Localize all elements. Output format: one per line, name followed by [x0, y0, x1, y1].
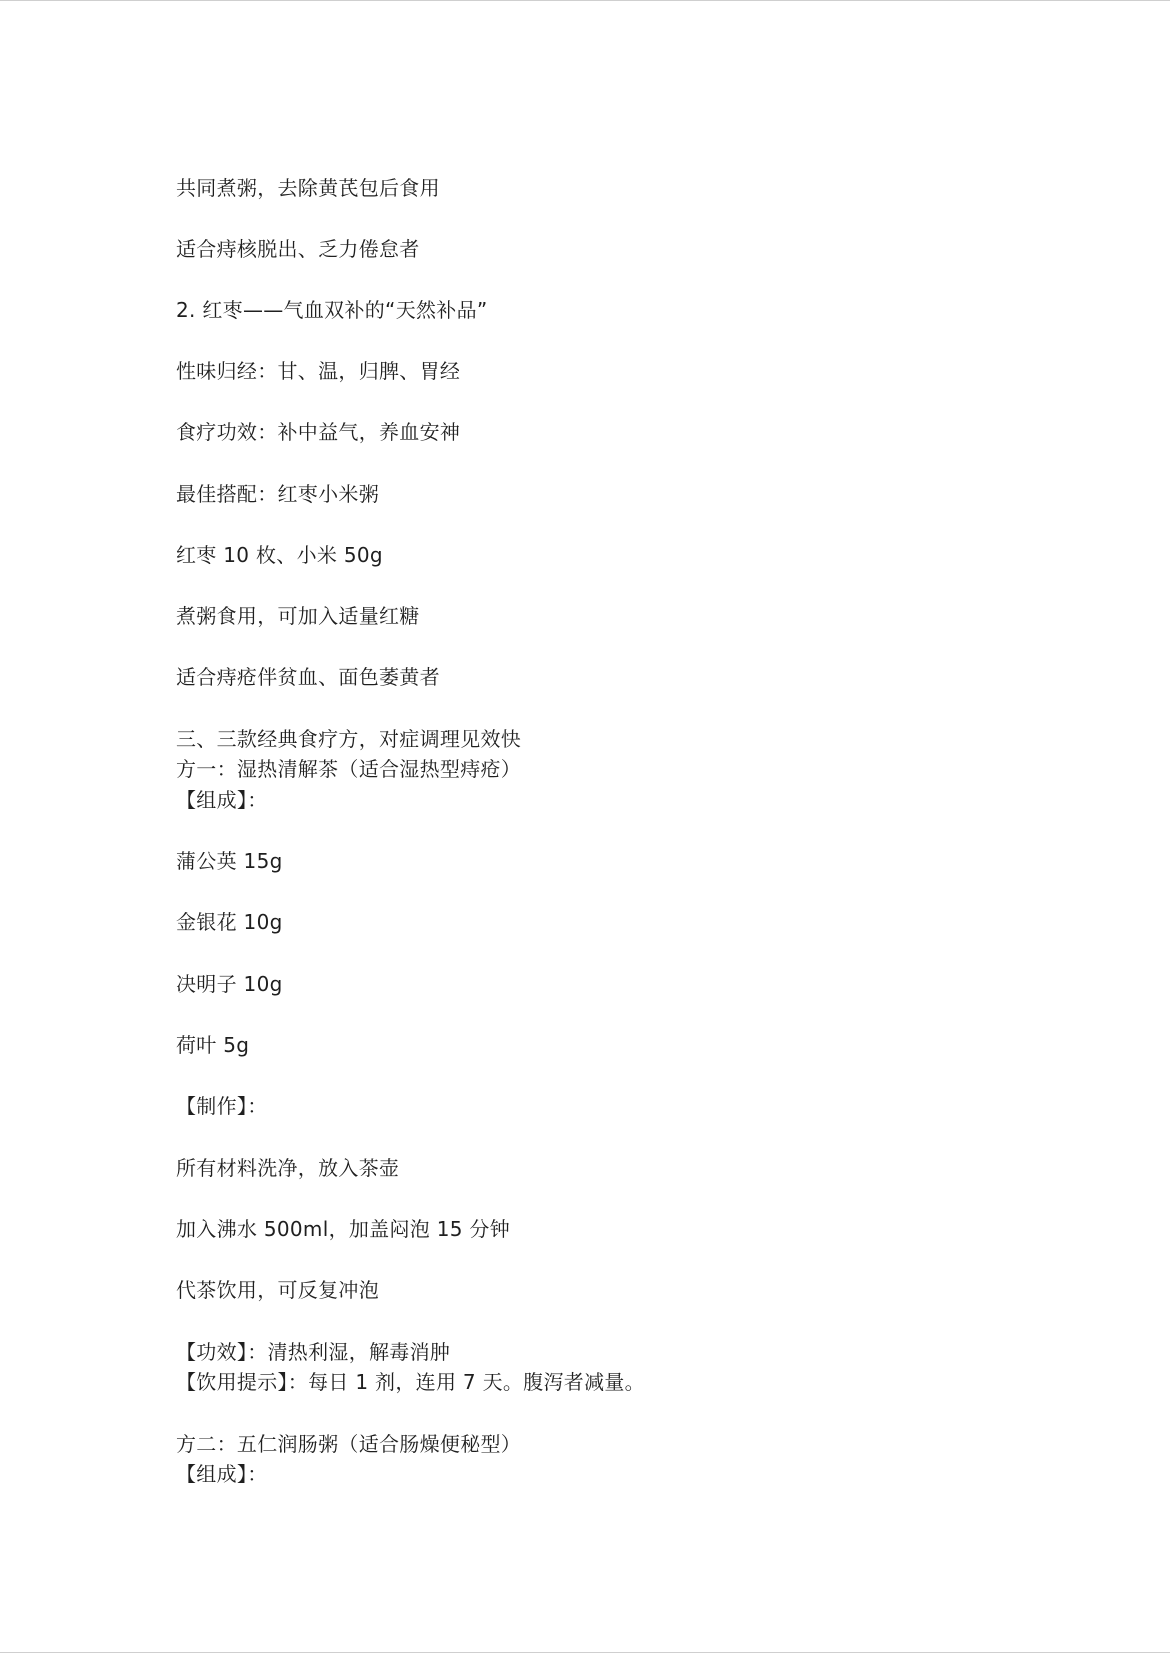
recipe-label: 【组成】：	[176, 1462, 268, 1486]
ingredient-item: 荷叶 5g	[176, 1033, 250, 1057]
text-line: 最佳搭配：红枣小米粥	[176, 482, 379, 506]
ingredient-item: 金银花 10g	[176, 910, 283, 934]
step-item: 代茶饮用，可反复冲泡	[176, 1278, 379, 1302]
ingredient-item: 决明子 10g	[176, 972, 283, 996]
text-line: 红枣 10 枚、小米 50g	[176, 543, 383, 567]
section-heading: 三、三款经典食疗方，对症调理见效快	[176, 727, 522, 751]
recipe-effect: 【功效】：清热利湿，解毒消肿	[176, 1340, 451, 1364]
text-line: 共同煮粥，去除黄芪包后食用	[176, 176, 440, 200]
page-top-border	[0, 0, 1170, 1]
text-line: 适合痔疮伴贫血、面色萎黄者	[176, 665, 440, 689]
recipe-label: 【制作】：	[176, 1094, 268, 1118]
section-heading: 2. 红枣——气血双补的“天然补品”	[176, 298, 488, 322]
recipe-label: 【组成】：	[176, 788, 268, 812]
recipe-title: 方一：湿热清解茶（适合湿热型痔疮）	[176, 757, 522, 781]
recipe-tip: 【饮用提示】：每日 1 剂，连用 7 天。腹泻者减量。	[176, 1370, 645, 1394]
page-bottom-border	[0, 1652, 1170, 1653]
step-item: 加入沸水 500ml，加盖闷泡 15 分钟	[176, 1217, 511, 1241]
ingredient-item: 蒲公英 15g	[176, 849, 283, 873]
step-item: 所有材料洗净，放入茶壶	[176, 1156, 400, 1180]
text-line: 性味归经：甘、温，归脾、胃经	[176, 359, 461, 383]
recipe-title: 方二：五仁润肠粥（适合肠燥便秘型）	[176, 1432, 522, 1456]
text-line: 适合痔核脱出、乏力倦怠者	[176, 237, 420, 261]
text-line: 煮粥食用，可加入适量红糖	[176, 604, 420, 628]
text-line: 食疗功效：补中益气，养血安神	[176, 420, 461, 444]
